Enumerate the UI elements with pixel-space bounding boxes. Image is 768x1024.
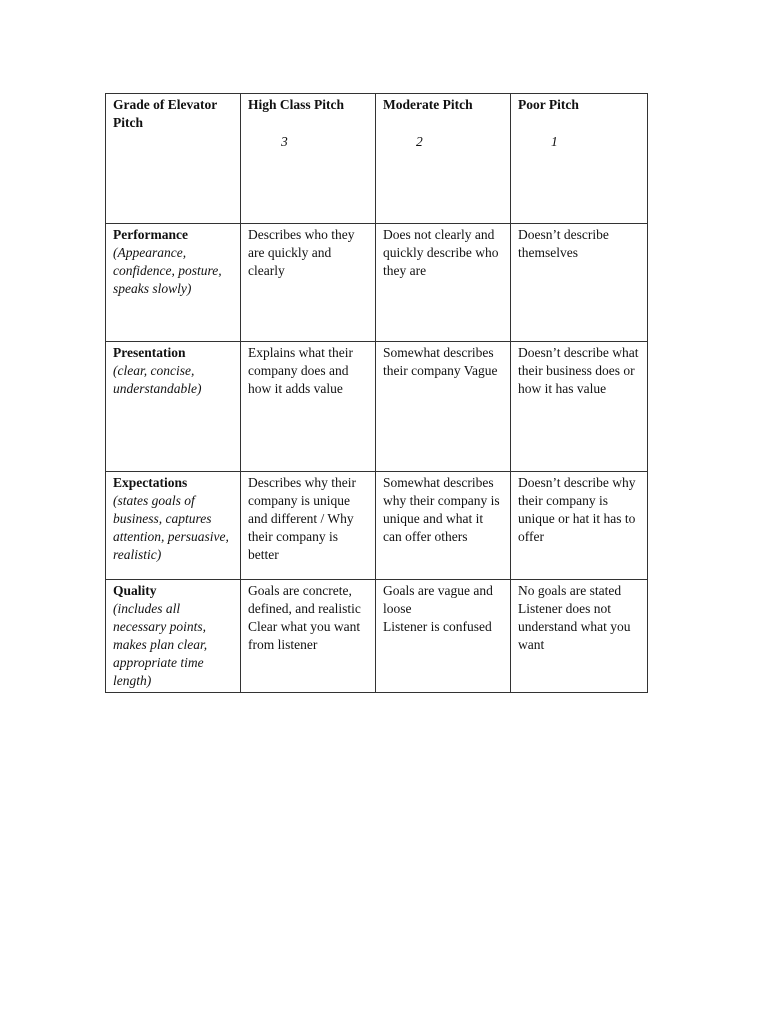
header-moderate-score: 2 [416, 134, 423, 149]
moderate-text: Somewhat describes their company Vague [383, 345, 498, 378]
high-text: Goals are concrete, defined, and realistic [248, 583, 361, 616]
table-row [106, 472, 648, 580]
criterion-detail: (includes all necessary points, makes plan clear, appropriate time length) [113, 601, 208, 688]
moderate-cell [376, 580, 511, 693]
rubric-table [105, 93, 648, 693]
moderate-text: Goals are vague and loose [383, 583, 493, 616]
poor-text: Doesn’t describe themselves [518, 227, 609, 260]
criterion-name: Expectations [113, 475, 188, 490]
criterion-cell [106, 580, 241, 693]
table-row [106, 580, 648, 693]
high-cell [241, 224, 376, 342]
header-high-label: High Class Pitch [248, 97, 345, 112]
criterion-detail: (Appearance, confidence, posture, speaks slowly) [113, 245, 222, 296]
header-moderate-label: Moderate Pitch [383, 97, 473, 112]
high-cell [241, 580, 376, 693]
header-poor-label: Poor Pitch [518, 97, 579, 112]
header-grade-label: Grade of Elevator Pitch [113, 97, 217, 130]
criterion-name: Presentation [113, 345, 186, 360]
high-text: Describes who they are quickly and clearly [248, 227, 355, 278]
moderate-text: Does not clearly and quickly describe who they are [383, 227, 499, 278]
moderate-text: Listener is confused [383, 619, 492, 634]
moderate-cell [376, 472, 511, 580]
header-poor-cell [511, 94, 648, 224]
header-poor-score: 1 [551, 134, 558, 149]
header-grade-cell [106, 94, 241, 224]
header-high-score: 3 [281, 134, 288, 149]
moderate-text: Somewhat describes why their company is unique and what it can offer others [383, 475, 500, 544]
poor-cell [511, 342, 648, 472]
criterion-name: Quality [113, 583, 157, 598]
high-cell [241, 342, 376, 472]
criterion-detail: (states goals of business, captures attention, persuasive, realistic) [113, 493, 229, 562]
poor-text: Doesn’t describe why their company is unique or hat it has to offer [518, 475, 636, 544]
high-text: Explains what their company does and how it adds value [248, 345, 353, 396]
moderate-cell [376, 342, 511, 472]
poor-cell [511, 580, 648, 693]
criterion-cell [106, 224, 241, 342]
high-text: Clear what you want from listener [248, 619, 361, 652]
poor-text: Listener does not understand what you want [518, 601, 631, 652]
poor-text: No goals are stated [518, 583, 622, 598]
poor-cell [511, 472, 648, 580]
high-cell [241, 472, 376, 580]
poor-cell [511, 224, 648, 342]
criterion-detail: (clear, concise, understandable) [113, 363, 202, 396]
moderate-cell [376, 224, 511, 342]
criterion-name: Performance [113, 227, 188, 242]
poor-text: Doesn’t describe what their business does or how it has value [518, 345, 639, 396]
header-high-cell [241, 94, 376, 224]
high-text: Describes why their company is unique and different / Why their company is better [248, 475, 356, 562]
header-moderate-cell [376, 94, 511, 224]
table-row [106, 224, 648, 342]
header-row [106, 94, 648, 224]
table-row [106, 342, 648, 472]
criterion-cell [106, 342, 241, 472]
criterion-cell [106, 472, 241, 580]
